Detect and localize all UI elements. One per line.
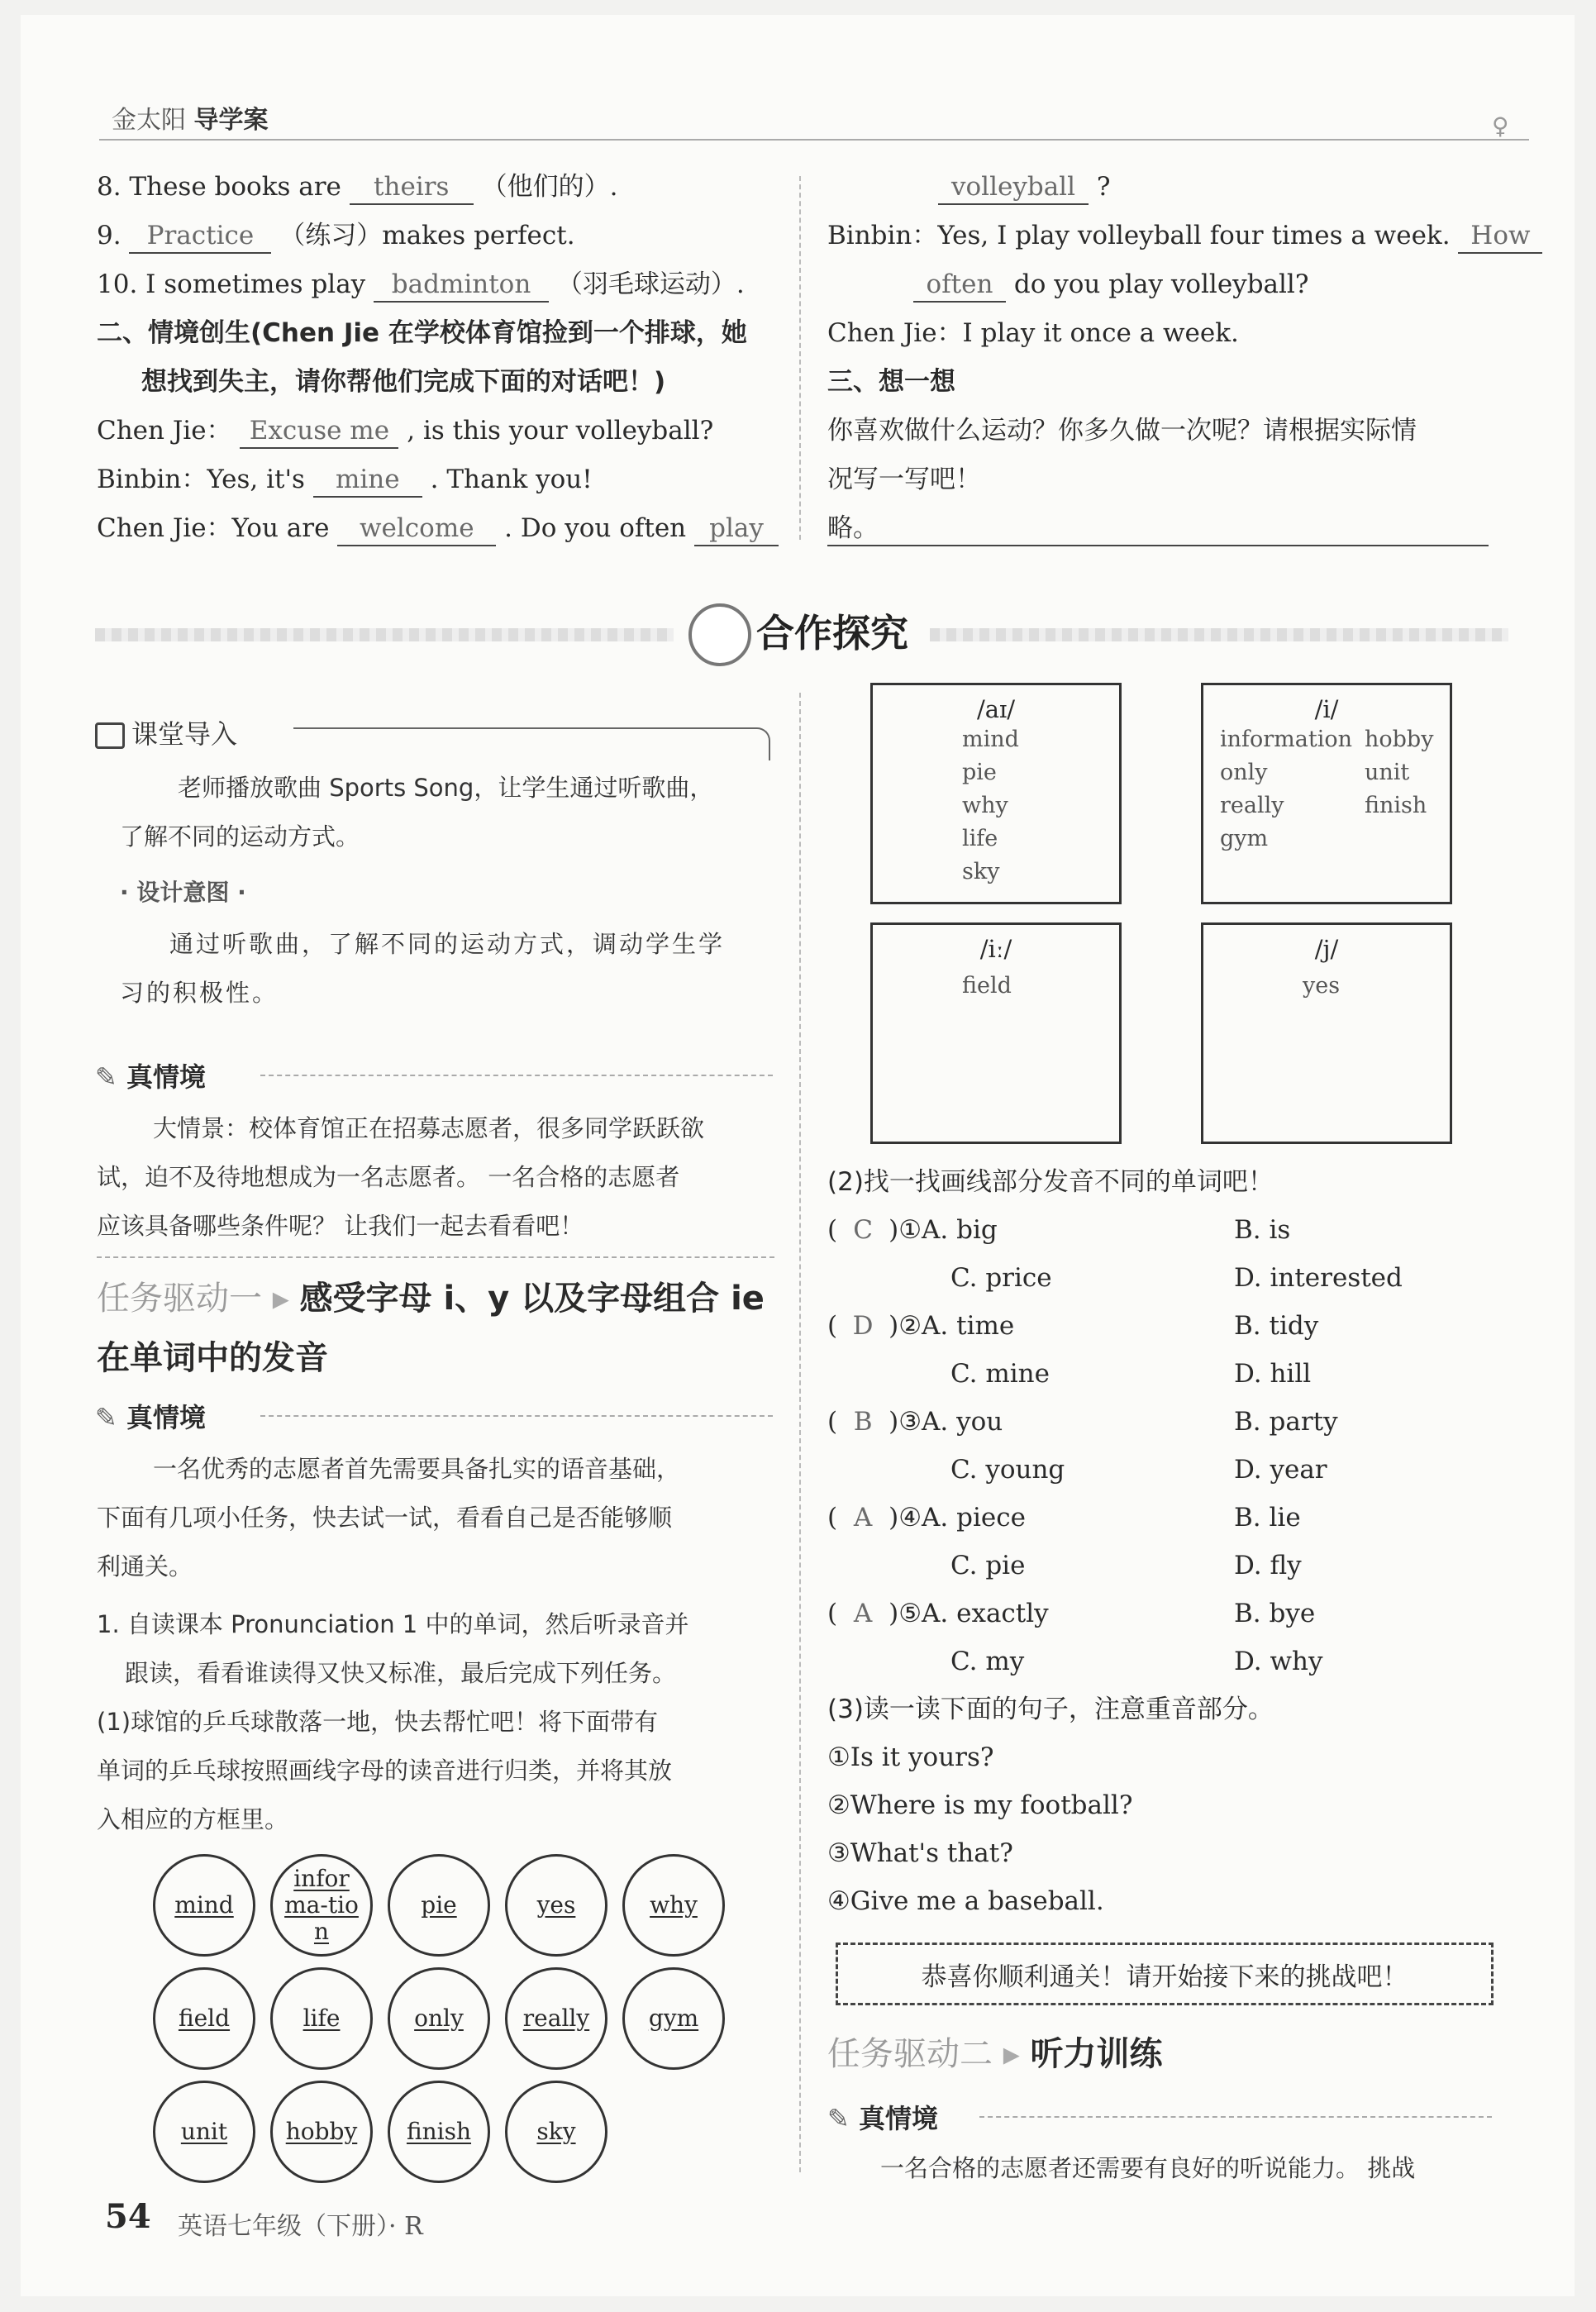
d4b-answer: often <box>913 268 1006 303</box>
phoneme-label: /i/ <box>1314 695 1339 723</box>
scene2-text-3: 利通关。 <box>97 1552 193 1580</box>
ex3-sentence-2: ②Where is my football? <box>827 1790 1133 1820</box>
phoneme-label: /aɪ/ <box>976 695 1016 723</box>
q9-answer: Practice <box>129 219 271 254</box>
ex2-item-3-B: B. party <box>1234 1407 1338 1437</box>
ex2-item-2: ( D )②A. time <box>827 1311 1015 1341</box>
banner-right-rule <box>930 628 1508 641</box>
phoneme-label: /j/ <box>1314 935 1339 963</box>
pencil-icon: ✎ <box>95 1061 117 1093</box>
pingpong-ball[interactable]: sky <box>505 2081 607 2183</box>
ex2-item-3-C: C. young <box>950 1455 1065 1485</box>
box-word: really <box>1220 793 1284 818</box>
ex2-item-1-C: C. price <box>950 1263 1052 1293</box>
ex2-item-1-D: D. interested <box>1234 1263 1403 1293</box>
scene2-label: ✎ 真情境 <box>95 1402 206 1433</box>
ex2-item-4-B: B. lie <box>1234 1503 1301 1533</box>
pingpong-ball[interactable]: unit <box>153 2081 255 2183</box>
page-number: 54 <box>105 2197 151 2236</box>
ex2-item-4-C: C. pie <box>950 1551 1026 1580</box>
series-name: 导学案 <box>193 106 269 135</box>
header-brand <box>112 99 269 136</box>
dialog-line-3-cont: volleyball ? <box>938 170 1110 205</box>
classroom-text-1: 老师播放歌曲 Sports Song，让学生通过听歌曲， <box>178 774 714 802</box>
phoneme-box-ai[interactable] <box>870 683 1122 904</box>
scene2-text-1: 一名优秀的志愿者首先需要具备扎实的语音基础， <box>153 1455 681 1483</box>
column-divider-lower <box>799 693 801 2172</box>
ex2-item-5: ( A )⑤A. exactly <box>827 1599 1049 1628</box>
board-icon <box>95 722 125 749</box>
q8: 8. These books are theirs （他们的）. <box>97 170 617 205</box>
ex2-item-2-D: D. hill <box>1234 1359 1312 1389</box>
scene2-rule <box>260 1415 773 1417</box>
q9: 9. Practice （练习）makes perfect. <box>97 219 575 254</box>
dialog-line-1: Chen Jie： Excuse me , is this your volleyball? <box>97 414 713 449</box>
d3-cont-answer: volleyball <box>938 170 1089 205</box>
scene3-text-1: 一名合格的志愿者还需要有良好的听说能力。 挑战 <box>880 2154 1416 2182</box>
box-word: yes <box>1303 973 1341 999</box>
section3-answer: 略。 <box>827 512 1489 546</box>
brand-name: 金太阳 <box>112 106 186 135</box>
dialog-line-4: Binbin：Yes, I play volleyball four times a week. How <box>827 219 1542 254</box>
box-word: sky <box>962 859 1000 884</box>
pingpong-ball[interactable]: mind <box>153 1854 255 1957</box>
ex2-answer: A <box>853 1599 873 1628</box>
scene1-text-3: 应该具备哪些条件呢？ 让我们一起去看看吧！ <box>97 1212 584 1240</box>
design-text-2: 习的积极性。 <box>120 979 279 1007</box>
header-rule <box>99 139 1529 141</box>
section3-question-cont: 况写一写吧！ <box>827 465 981 494</box>
ex2-item-1: ( C )①A. big <box>827 1215 998 1245</box>
box-word: field <box>962 973 1012 999</box>
ex3-sentence-1: ①Is it yours? <box>827 1742 994 1772</box>
ex2-item-5-C: C. my <box>950 1647 1025 1676</box>
scene1-rule <box>260 1075 773 1076</box>
footer-subject: 英语七年级（下册）· R <box>178 2212 423 2241</box>
d3-answer-2: play <box>694 512 779 546</box>
workbook-page <box>21 15 1575 2296</box>
ex1-part1-2: 单词的乒乓球按照画线字母的读音进行归类，并将其放 <box>97 1757 673 1785</box>
pingpong-ball[interactable]: life <box>270 1967 373 2070</box>
ex2-item-1-B: B. is <box>1234 1215 1291 1245</box>
banner-title: 合作探究 <box>756 611 908 655</box>
ex2-item-2-B: B. tidy <box>1234 1311 1319 1341</box>
scene3-rule <box>979 2116 1492 2118</box>
pingpong-ball[interactable]: finish <box>388 2081 490 2183</box>
section2-title-cont: 想找到失主，请你帮他们完成下面的对话吧！) <box>141 367 666 397</box>
section3-question: 你喜欢做什么运动？你多久做一次呢？请根据实际情 <box>827 416 1417 446</box>
task2-title: 任务驱动二 ▸ 听力训练 <box>827 2035 1163 2073</box>
dialog-line-4b: often do you play volleyball? <box>913 268 1308 303</box>
pingpong-ball[interactable]: only <box>388 1967 490 2070</box>
q8-answer: theirs <box>350 170 474 205</box>
ex1-text-2: 跟读，看看谁读得又快又标准，最后完成下列任务。 <box>125 1659 677 1687</box>
box-word: gym <box>1220 826 1269 851</box>
pingpong-ball[interactable]: why <box>622 1854 725 1957</box>
ex1-part1-1: (1)球馆的乒乓球散落一地，快去帮忙吧！将下面带有 <box>97 1708 659 1736</box>
task1-title: 任务驱动一 ▸ 感受字母 i、y 以及字母组合 ie <box>97 1280 765 1318</box>
box-word: life <box>962 826 998 851</box>
box-word: pie <box>962 760 997 785</box>
banner-left-rule <box>95 628 674 641</box>
box-word: mind <box>962 727 1019 752</box>
q10-answer: badminton <box>374 268 549 303</box>
pencil-icon: ✎ <box>95 1402 117 1433</box>
d1-answer: Excuse me <box>240 414 398 449</box>
d3-answer: welcome <box>337 512 496 546</box>
classroom-label: 课堂导入 <box>95 713 237 751</box>
ex3-sentence-3: ③What's that? <box>827 1838 1013 1868</box>
ex2-answer: C <box>853 1215 873 1245</box>
ex2-answer: B <box>853 1407 873 1437</box>
box-word: unit <box>1365 760 1410 785</box>
ex2-item-2-C: C. mine <box>950 1359 1050 1389</box>
d2-answer: mine <box>313 463 422 498</box>
ex3-sentence-4: ④Give me a baseball. <box>827 1886 1104 1916</box>
phoneme-box-i[interactable] <box>1201 683 1452 904</box>
ex2-item-4: ( A )④A. piece <box>827 1503 1026 1533</box>
pingpong-ball[interactable]: really <box>505 1967 607 2070</box>
ex2-answer: D <box>852 1311 874 1341</box>
design-intent-label: · 设计意图 · <box>120 879 246 906</box>
ex1-text-1: 1. 自读课本 Pronunciation 1 中的单词，然后听录音并 <box>97 1610 689 1638</box>
pingpong-ball[interactable]: gym <box>622 1967 725 2070</box>
section2-title: 二、情境创生(Chen Jie 在学校体育馆捡到一个排球，她 <box>97 318 747 348</box>
scene1-text-2: 试，迫不及待地想成为一名志愿者。 一名合格的志愿者 <box>97 1163 680 1191</box>
classroom-frame <box>293 727 770 760</box>
classroom-text-2: 了解不同的运动方式。 <box>120 822 360 851</box>
phoneme-label: /iː/ <box>979 935 1012 963</box>
ex2-title: (2)找一找画线部分发音不同的单词吧！ <box>827 1167 1274 1197</box>
phoneme-box-iː[interactable] <box>870 922 1122 1144</box>
ex2-item-4-D: D. fly <box>1234 1551 1302 1580</box>
ex3-title: (3)读一读下面的句子，注意重音部分。 <box>827 1695 1274 1724</box>
ex2-item-5-D: D. why <box>1234 1647 1323 1676</box>
scene1-end-rule <box>97 1256 774 1258</box>
ex2-item-3-D: D. year <box>1234 1455 1327 1485</box>
section3-title: 三、想一想 <box>827 367 955 397</box>
ex2-item-5-B: B. bye <box>1234 1599 1316 1628</box>
box-word: only <box>1220 760 1268 785</box>
pingpong-ball[interactable]: informa-tion <box>270 1854 373 1957</box>
bulb-icon: ♀ <box>1492 112 1509 140</box>
scene2-text-2: 下面有几项小任务，快去试一试，看看自己是否能够顺 <box>97 1504 673 1532</box>
pingpong-ball[interactable]: field <box>153 1967 255 2070</box>
pencil-icon: ✎ <box>827 2103 850 2134</box>
phoneme-box-j[interactable] <box>1201 922 1452 1144</box>
dialog-line-2: Binbin：Yes, it's mine . Thank you! <box>97 463 593 498</box>
design-text-1: 通过听歌曲，了解不同的运动方式，调动学生学 <box>169 930 726 958</box>
scene1-label: ✎ 真情境 <box>95 1061 206 1093</box>
dialog-line-5: Chen Jie：I play it once a week. <box>827 318 1239 348</box>
q10: 10. I sometimes play badminton （羽毛球运动）. <box>97 268 745 303</box>
ex1-part1-3: 入相应的方框里。 <box>97 1805 289 1833</box>
column-divider <box>799 176 801 540</box>
box-word: finish <box>1365 793 1427 818</box>
task1-title-cont: 在单词中的发音 <box>97 1339 328 1377</box>
scene1-text-1: 大情景：校体育馆正在招募志愿者，很多同学跃跃欲 <box>153 1114 705 1142</box>
congrats-box: 恭喜你顺利通关！请开始接下来的挑战吧！ <box>836 1943 1494 2005</box>
pingpong-ball[interactable]: yes <box>505 1854 607 1957</box>
box-word: hobby <box>1365 727 1434 752</box>
pingpong-ball[interactable]: pie <box>388 1854 490 1957</box>
ex2-answer: A <box>853 1503 873 1533</box>
d4-answer: How <box>1458 219 1542 254</box>
box-word: information <box>1220 727 1353 752</box>
pingpong-ball[interactable]: hobby <box>270 2081 373 2183</box>
box-word: why <box>962 793 1008 818</box>
scene3-label: ✎ 真情境 <box>827 2103 938 2134</box>
ex2-item-3: ( B )③A. you <box>827 1407 1003 1437</box>
dialog-line-3: Chen Jie：You are welcome . Do you often play <box>97 512 779 546</box>
banner-icon <box>688 603 751 666</box>
